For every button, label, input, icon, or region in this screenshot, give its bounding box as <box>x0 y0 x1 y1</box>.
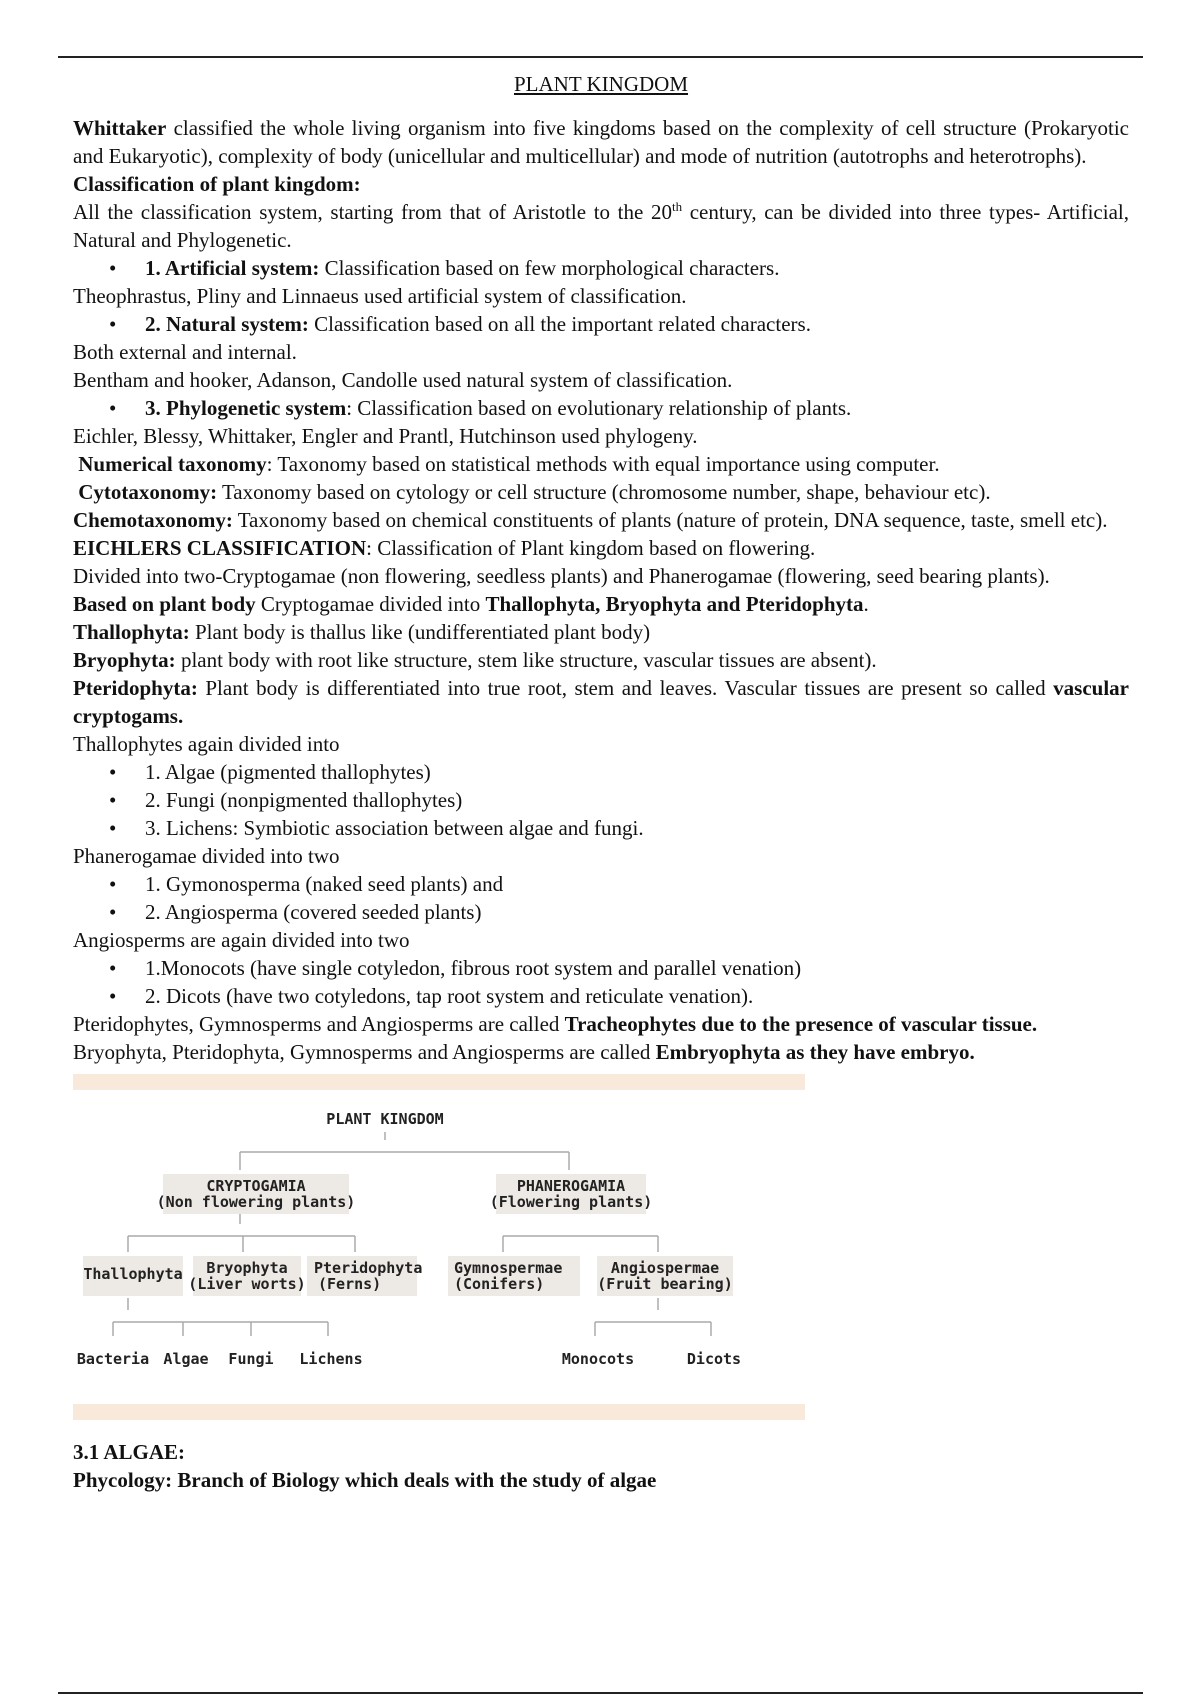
list-item: • 2. Angiosperma (covered seeded plants) <box>73 898 1129 926</box>
algae-heading: 3.1 ALGAE: <box>73 1440 186 1464</box>
list-item: • 1. Artificial system: Classification based on few morphological characters. <box>73 254 1129 282</box>
phanerogamia-label: PHANEROGAMIA <box>516 1177 626 1195</box>
document-page <box>73 70 1129 1494</box>
bottom-rule <box>58 1692 1143 1694</box>
monocots-label: Monocots <box>561 1350 635 1368</box>
thallophyta-label: Thallophyta <box>83 1265 183 1283</box>
bryophyta-text: Bryophyta: plant body with root like structure, stem like structure, vascular tissues are absent). <box>73 648 877 672</box>
thallophytes-list <box>73 758 1129 842</box>
gymnospermae-label: Gymnospermae <box>454 1259 563 1277</box>
angiospermae-sublabel: (Fruit bearing) <box>597 1275 733 1293</box>
gymnospermae-sublabel: (Conifers) <box>454 1275 545 1293</box>
bryophyta-label: Bryophyta <box>206 1259 288 1277</box>
bryophyta-sublabel: (Liver worts) <box>188 1275 306 1293</box>
pteridophyta-label: Pteridophyta <box>314 1259 423 1277</box>
list-item: • 3. Phylogenetic system: Classification based on evolutionary relationship of plants. <box>73 394 1129 422</box>
plant-body-text: Based on plant body Cryptogamae divided into Thallophyta, Bryophyta and Pteridophyta. <box>73 592 869 616</box>
list-item: • 2. Natural system: Classification based on all the important related characters. <box>73 310 1129 338</box>
phanerogamae-list <box>73 870 1129 926</box>
embryophyta-text: Bryophyta, Pteridophyta, Gymnosperms and Angiosperms are called Embryophyta as they have embryo. <box>73 1040 975 1064</box>
diagram-root-label: PLANT KINGDOM <box>326 1110 444 1128</box>
angiosperms-list <box>73 954 1129 1010</box>
pteridophyta-sublabel: (Ferns) <box>318 1275 382 1293</box>
phanerogamia-sublabel: (Flowering plants) <box>489 1193 653 1211</box>
numerical-taxonomy: Numerical taxonomy: Taxonomy based on statistical methods with equal importance using computer. <box>78 452 940 476</box>
classification-text: All the classification system, starting from that of Aristotle to the 20th century, can be divided into three types- Artificial, Natural and Phylogenetic. <box>73 199 1129 252</box>
phylogenetic-list <box>73 394 1129 422</box>
list-item: • 1.Monocots (have single cotyledon, fibrous root system and parallel venation) <box>73 954 1129 982</box>
cryptogamia-sublabel: (Non flowering plants) <box>156 1193 356 1211</box>
chemotaxonomy: Chemotaxonomy: Taxonomy based on chemical constituents of plants (nature of protein, DNA sequence, taste, smell etc). <box>73 508 1108 532</box>
cryptogamia-label: CRYPTOGAMIA <box>206 1177 306 1195</box>
angiospermae-label: Angiospermae <box>610 1259 720 1277</box>
angiosperms-intro: Angiosperms are again divided into two <box>73 928 410 952</box>
phylogenetic-note: Eichler, Blessy, Whittaker, Engler and Prantl, Hutchinson used phylogeny. <box>73 424 698 448</box>
dicots-label: Dicots <box>686 1350 742 1368</box>
natural-note: Bentham and hooker, Adanson, Candolle used natural system of classification. <box>73 368 733 392</box>
fungi-label: Fungi <box>228 1350 274 1368</box>
artificial-note: Theophrastus, Pliny and Linnaeus used artificial system of classification. <box>73 284 687 308</box>
thallophyta-text: Thallophyta: Plant body is thallus like (undifferentiated plant body) <box>73 620 651 644</box>
eichler-classification: EICHLERS CLASSIFICATION: Classification of Plant kingdom based on flowering. <box>73 536 816 560</box>
diagram-svg <box>73 1074 805 1432</box>
list-item: • 2. Dicots (have two cotyledons, tap root system and reticulate venation). <box>73 982 1129 1010</box>
list-item: • 3. Lichens: Symbiotic association between algae and fungi. <box>73 814 1129 842</box>
page-title: PLANT KINGDOM <box>513 72 689 96</box>
list-item: • 2. Fungi (nonpigmented thallophytes) <box>73 786 1129 814</box>
cytotaxonomy: Cytotaxonomy: Taxonomy based on cytology or cell structure (chromosome number, shape, behaviour etc). <box>78 480 991 504</box>
bacteria-label: Bacteria <box>76 1350 150 1368</box>
list-item: • 1. Gymonosperma (naked seed plants) and <box>73 870 1129 898</box>
natural-note: Both external and internal. <box>73 340 297 364</box>
artificial-list <box>73 254 1129 282</box>
intro-paragraph: Whittaker classified the whole living organism into five kingdoms based on the complexity of cell structure (Prokaryotic and Eukaryotic), complexity of body (unicellular and multicellular) and mode of nutrition (autotrophs and heterotrophs). <box>73 116 1129 168</box>
thallophytes-intro: Thallophytes again divided into <box>73 732 340 756</box>
lichens-label: Lichens <box>299 1350 363 1368</box>
phanerogamae-intro: Phanerogamae divided into two <box>73 844 340 868</box>
divided-text: Divided into two-Cryptogamae (non flowering, seedless plants) and Phanerogamae (flowering, seed bearing plants). <box>73 564 1050 588</box>
diagram-connectors <box>113 1132 711 1336</box>
list-item: • 1. Algae (pigmented thallophytes) <box>73 758 1129 786</box>
plant-kingdom-diagram <box>73 1074 805 1432</box>
top-rule <box>58 56 1143 58</box>
natural-list <box>73 310 1129 338</box>
classification-heading: Classification of plant kingdom: <box>73 172 361 196</box>
phycology-text: Phycology: Branch of Biology which deals with the study of algae <box>73 1468 657 1492</box>
pteridophyta-text: Pteridophyta: Plant body is differentiated into true root, stem and leaves. Vascular tissues are present so called vascular cryptogams. <box>73 676 1129 728</box>
algae-label: Algae <box>163 1350 209 1368</box>
tracheophytes-text: Pteridophytes, Gymnosperms and Angiosperms are called Tracheophytes due to the presence of vascular tissue. <box>73 1012 1038 1036</box>
